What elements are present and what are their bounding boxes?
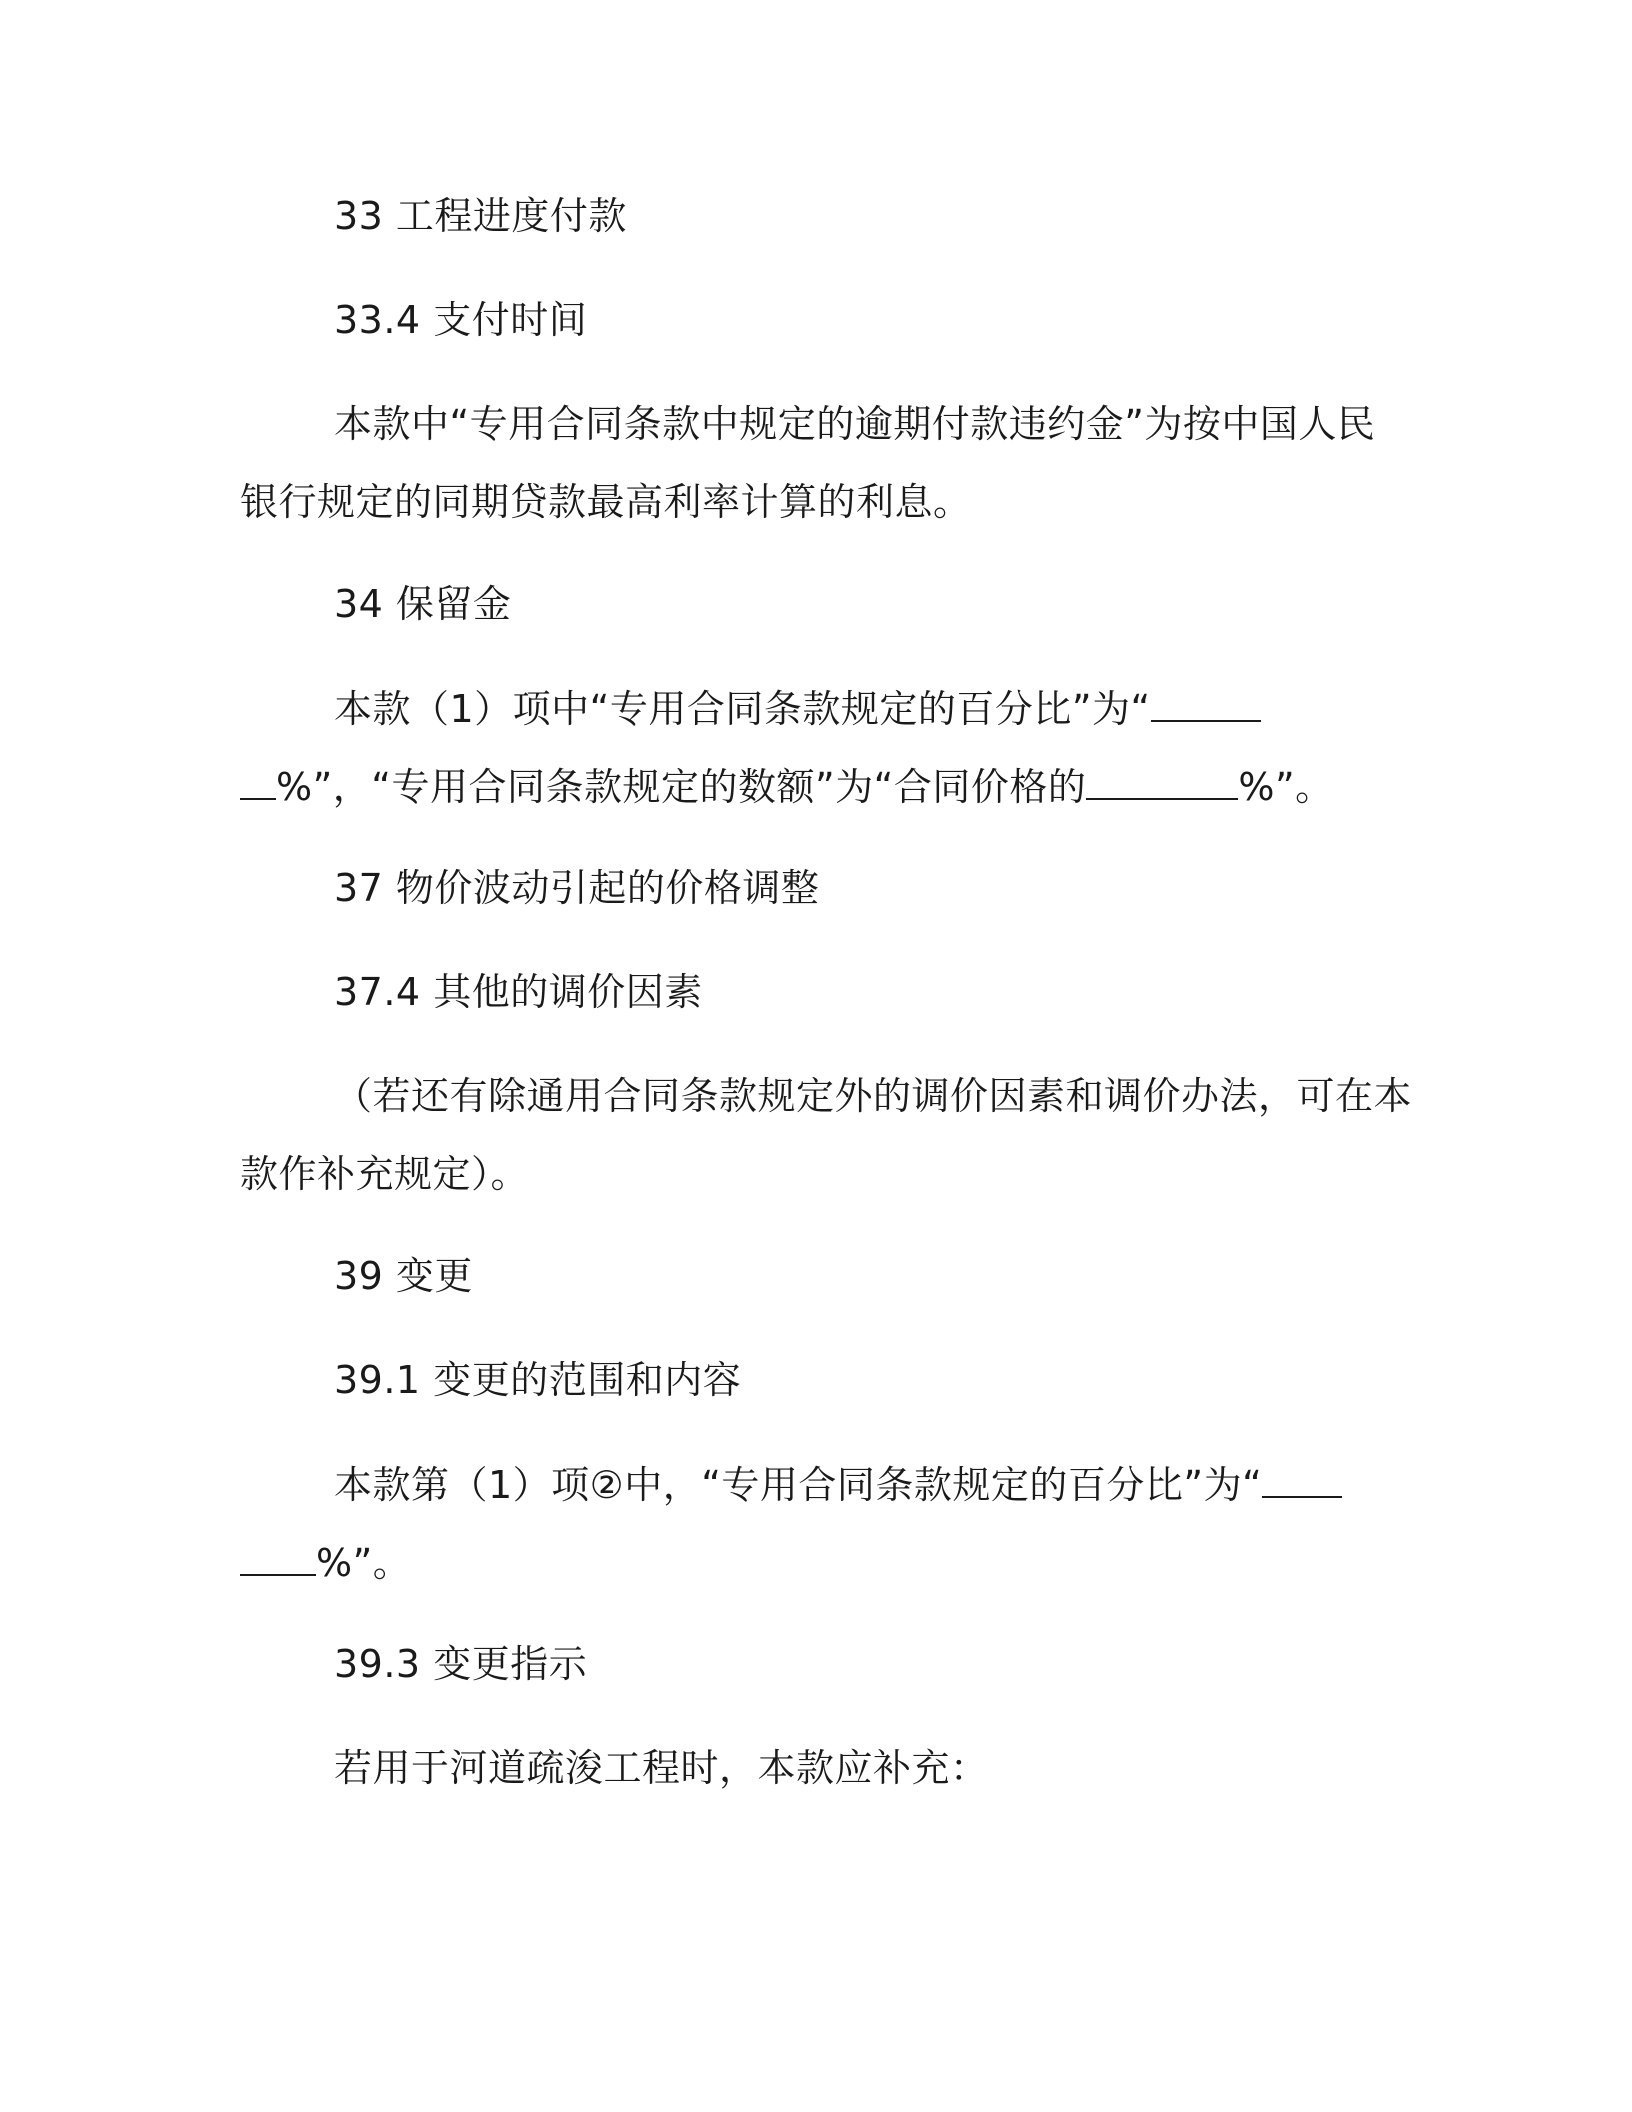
section-39-3-paragraph: 若用于河道疏浚工程时，本款应补充： bbox=[334, 1746, 989, 1790]
section-39-1-paragraph-line1-text: 本款第（1）项②中，“专用合同条款规定的百分比”为“ bbox=[334, 1463, 1263, 1507]
section-37-4-paragraph-line2: 款作补充规定）。 bbox=[240, 1152, 530, 1196]
section-39-1-paragraph-line2-text: %”。 bbox=[316, 1541, 412, 1585]
contract-price-percentage-blank bbox=[1086, 762, 1238, 800]
percentage-blank-1b bbox=[240, 762, 276, 800]
section-39-heading: 39 变更 bbox=[334, 1254, 473, 1298]
section-37-4-heading: 37.4 其他的调价因素 bbox=[334, 970, 703, 1014]
section-37-heading: 37 物价波动引起的价格调整 bbox=[334, 866, 820, 910]
section-34-paragraph-line2 bbox=[240, 762, 1334, 811]
percentage-blank-2a bbox=[1262, 1460, 1342, 1498]
section-33-4-paragraph-line2: 银行规定的同期贷款最高利率计算的利息。 bbox=[240, 480, 972, 524]
section-33-4-heading: 33.4 支付时间 bbox=[334, 298, 588, 342]
section-37-4-paragraph-line1: （若还有除通用合同条款规定外的调价因素和调价办法，可在本 bbox=[334, 1074, 1413, 1118]
section-33-4-paragraph-line1: 本款中“专用合同条款中规定的逾期付款违约金”为按中国人民 bbox=[334, 402, 1376, 446]
section-33-heading: 33 工程进度付款 bbox=[334, 194, 627, 238]
section-39-1-paragraph-line1 bbox=[334, 1460, 1342, 1509]
section-34-heading: 34 保留金 bbox=[334, 582, 512, 626]
percentage-blank-1a bbox=[1151, 684, 1261, 722]
section-39-1-paragraph-line2 bbox=[240, 1538, 411, 1587]
section-34-paragraph-line2-part1: %”，“专用合同条款规定的数额”为“合同价格的 bbox=[276, 765, 1087, 809]
section-34-paragraph-line1 bbox=[334, 684, 1261, 733]
section-39-3-heading: 39.3 变更指示 bbox=[334, 1642, 588, 1686]
percentage-blank-2b bbox=[240, 1538, 316, 1576]
section-34-paragraph-line2-part2: %”。 bbox=[1238, 765, 1334, 809]
section-39-1-heading: 39.1 变更的范围和内容 bbox=[334, 1358, 742, 1402]
section-34-paragraph-line1-text: 本款（1）项中“专用合同条款规定的百分比”为“ bbox=[334, 687, 1151, 731]
